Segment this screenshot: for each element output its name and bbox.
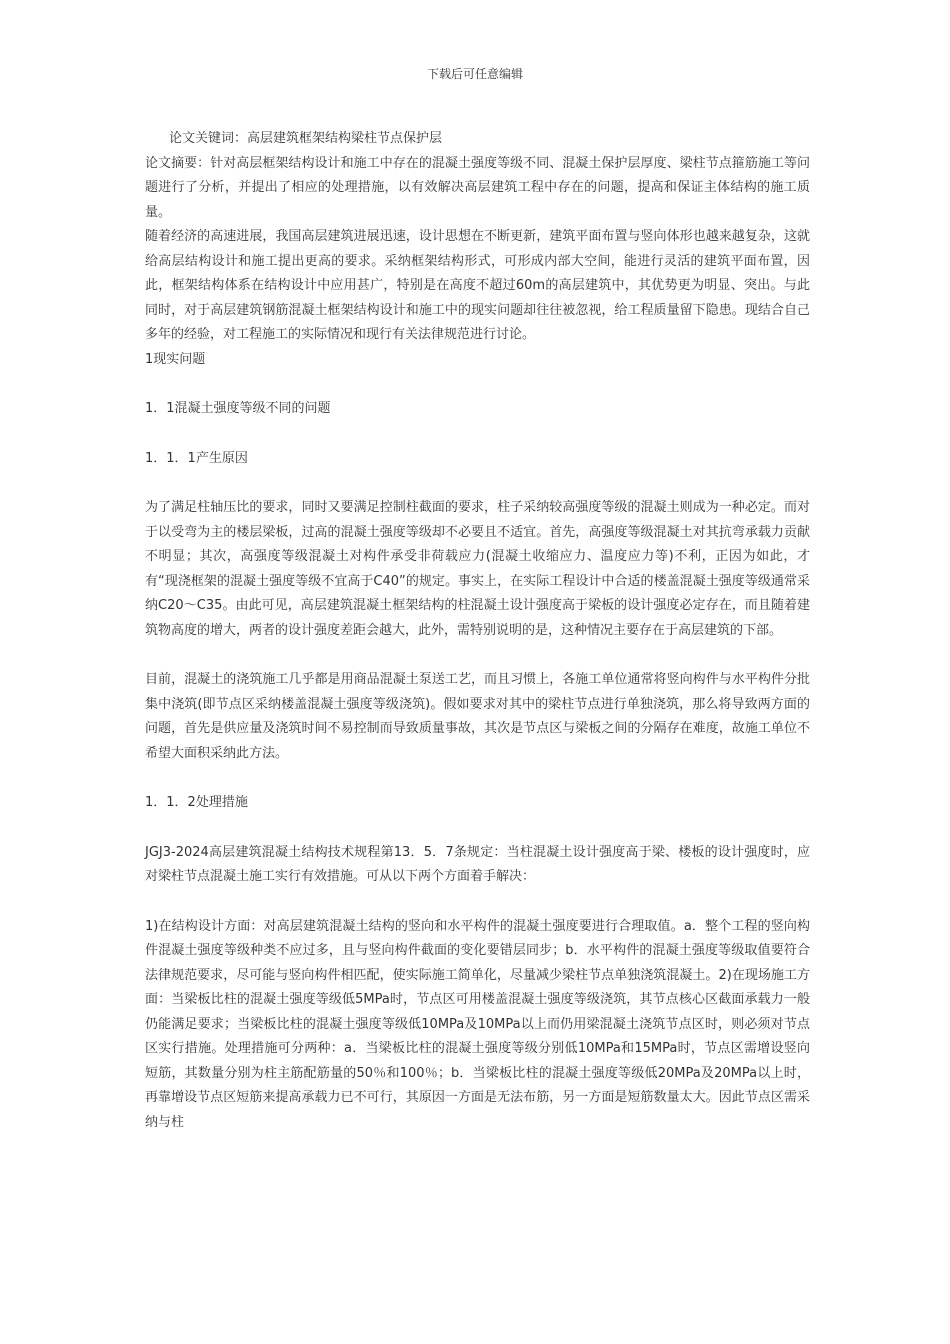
body-paragraph: 1)在结构设计方面：对高层建筑混凝土结构的竖向和水平构件的混凝土强度要进行合理取值。a．整个工程的竖向构件混凝土强度等级种类不应过多，且与竖向构件截面的变化要错层同步；b．水平构件的混凝土强度等级取值要符合法律规范要求，尽可能与竖向构件相匹配，使实际施工简单化，尽量减少梁柱节点单独浇筑混凝土。2)在现场施工方面：当梁板比柱的混凝土强度等级低5MPa时，节点区可用楼盖混凝土强度等级浇筑，其节点核心区截面承载力一般仍能满足要求；当梁板比柱的混凝土强度等级低10MPa及10MPa以上而仍用梁混凝土浇筑节点区时，则必须对节点区实行措施。处理措施可分两种：a．当梁板比柱的混凝土强度等级分别低10MPa和15MPa时，节点区需增设竖向短筋，其数量分别为柱主筋配筋量的50％和100％；b．当梁板比柱的混凝土强度等级低20MPa及20MPa以上时，再靠增设节点区短筋来提高承载力已不可行，其原因一方面是无法布筋，另一方面是短筋数量太大。因此节点区需采纳与柱 <box>145 918 810 1130</box>
body-paragraph: 为了满足柱轴压比的要求，同时又要满足控制柱截面的要求，柱子采纳较高强度等级的混凝土则成为一种必定。而对于以受弯为主的楼层梁板，过高的混凝土强度等级却不必要且不适宜。首先，高强度等级混凝土对其抗弯承载力贡献不明显；其次，高强度等级混凝土对构件承受非荷载应力(混凝土收缩应力、温度应力等)不利，正因为如此，才有“现浇框架的混凝土强度等级不宜高于C40”的规定。事实上，在实际工程设计中合适的楼盖混凝土强度等级通常采纳C20～C35。由此可见，高层建筑混凝土框架结构的柱混凝土设计强度高于梁板的设计强度必定存在，而且随着建筑物高度的增大，两者的设计强度差距会越大，此外，需特别说明的是，这种情况主要存在于高层建筑的下部。 <box>145 500 810 638</box>
subsubsection-heading: 1．1．1产生原因 <box>145 450 248 466</box>
intro-paragraph: 随着经济的高速进展，我国高层建筑进展迅速，设计思想在不断更新，建筑平面布置与竖向体形也越来越复杂，这就给高层结构设计和施工提出更高的要求。采纳框架结构形式，可形成内部大空间，能进行灵活的建筑平面布置，因此，框架结构体系在结构设计中应用甚广，特别是在高度不超过60m的高层建筑中，其优势更为明显、突出。与此同时，对于高层建筑钢筋混凝土框架结构设计和施工中的现实问题却往往被忽视，给工程质量留下隐患。现结合自己多年的经验，对工程施工的实际情况和现行有关法律规范进行讨论。 <box>145 229 810 342</box>
section-heading: 1现实问题 <box>145 351 206 367</box>
spacer <box>145 766 810 791</box>
subsubsection-heading: 1．1．2处理措施 <box>145 795 248 810</box>
body-paragraph: 目前，混凝土的浇筑施工几乎都是用商品混凝土泵送工艺，而且习惯上，各施工单位通常将竖向构件与水平构件分批集中浇筑(即节点区采纳楼盖混凝土强度等级浇筑)。假如要求对其中的梁柱节点进行单独浇筑，那么将导致两方面的问题，首先是供应量及浇筑时间不易控制而导致质量事故，其次是节点区与梁板之间的分隔存在难度，故施工单位不希望大面积采纳此方法。 <box>145 672 810 761</box>
spacer <box>145 643 810 668</box>
subsection-heading: 1．1混凝土强度等级不同的问题 <box>145 401 331 416</box>
body-paragraph: JGJ3-2024高层建筑混凝土结构技术规程第13．5．7条规定：当柱混凝土设计强度高于梁、楼板的设计强度时，应对梁柱节点混凝土施工实行有效措施。可从以下两个方面着手解决： <box>145 844 810 884</box>
spacer <box>145 471 810 496</box>
spacer <box>145 372 810 397</box>
page-header: 下载后可任意编辑 <box>426 67 523 81</box>
article-body <box>145 127 810 1135</box>
keywords: 论文关键词：高层建筑框架结构梁柱节点保护层 <box>169 131 443 146</box>
abstract: 论文摘要：针对高层框架结构设计和施工中存在的混凝土强度等级不同、混凝土保护层厚度、梁柱节点箍筋施工等问题进行了分析，并提出了相应的处理措施，以有效解决高层建筑工程中存在的问题，提高和保证主体结构的施工质量。 <box>145 155 810 220</box>
spacer <box>145 816 810 841</box>
spacer <box>145 422 810 447</box>
spacer <box>145 890 810 915</box>
